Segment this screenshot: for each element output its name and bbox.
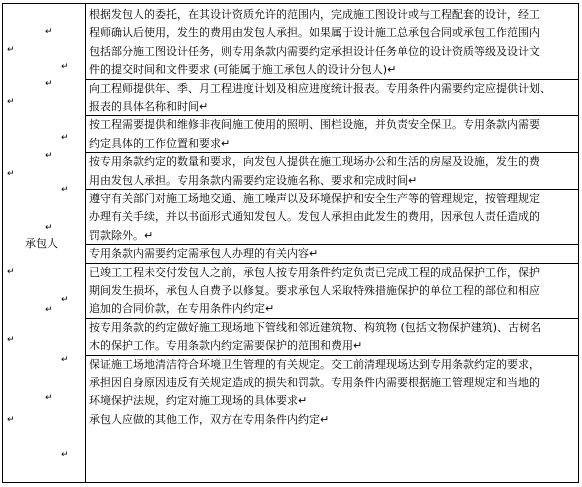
clause-line: 承包人应做的其他工作，双方在专用条件内约定↵ — [89, 412, 330, 426]
paragraph-mark: ↵ — [61, 355, 69, 365]
clause-line: 木的保护工作。专用条款内约定需要保护的范围和费用↵ — [89, 339, 363, 353]
clause-line: 期间发生损坏，承包人自费予以修复。要求承包人采取特殊措施保护的单位工程的部位和相应 — [89, 284, 540, 297]
clause-line: 报表的具体名称和时间↵ — [89, 100, 209, 113]
paragraph-mark: ↵ — [7, 169, 15, 179]
paragraph-mark: ↵ — [61, 62, 69, 72]
column-divider — [85, 4, 86, 482]
clause-line: 承担因自身原因违反有关规定造成的损失和罚款。专用条件内需要根据施工管理规定和当地的 — [89, 376, 540, 389]
paragraph-mark: ↵ — [61, 133, 69, 143]
paragraph-mark: ↵ — [7, 415, 15, 425]
paragraph-mark: ↵ — [7, 335, 15, 345]
clause-line: 罚款除外。↵ — [89, 228, 154, 242]
clause-line: 保证施工场地清洁符合环境卫生管理的有关规定。交工前清理现场达到专用条款约定的要求， — [89, 357, 540, 371]
clause-line: 按工程需要提供和维修非夜间施工使用的照明、围栏设施，并负责安全保卫。专用条款内需要 — [89, 118, 540, 132]
clause-line: 程师确认后使用，发生的费用由发包人承担。如果属于设计施工总承包合同或承包工作范围内 — [89, 26, 540, 40]
paragraph-mark: ↵ — [7, 97, 15, 107]
clause-line: 根据发包人的委托，在其设计资质允许的范围内，完成施工图设计或与工程配套的设计，经工 — [89, 8, 540, 21]
clause-line: 专用条款内需要约定需承包人办理的有关内容↵ — [89, 247, 319, 261]
clause-line: 按专用条款的约定做好施工现场地下管线和邻近建筑物、构筑物 (包括文物保护建筑)、古树名 — [89, 320, 542, 334]
clause-line: 追加的合同价款，在专用条件内约定↵ — [89, 302, 275, 316]
clause-line: 包括部分施工图设计任务，则专用条款内需要约定承担设计任务单位的设计资质等级及设计文 — [89, 44, 540, 58]
paragraph-mark: ↵ — [61, 295, 69, 305]
clause-line: 环境保护法规，约定对施工现场的具体要求↵ — [89, 394, 308, 408]
clause-line: 用由发包人承担。专用条款内需要约定设施名称、要求和完成时间↵ — [89, 173, 418, 187]
paragraph-mark: ↵ — [45, 305, 53, 315]
clause-line: 约定具体的工作位置和要求↵ — [89, 136, 231, 150]
contractor-label: 承包人 — [25, 237, 58, 250]
clause-line: 按专用条款约定的数量和要求，向发包人提供在施工现场办公和生活的房屋及设施，发生的费 — [89, 155, 540, 169]
paragraph-mark: ↵ — [45, 393, 53, 403]
requirements-table — [2, 3, 579, 483]
clause-line: 已竣工工程未交付发包人之前，承包人按专用条件约定负责已完成工程的成品保护工作，保护 — [89, 265, 540, 279]
paragraph-mark: ↵ — [45, 223, 53, 233]
clause-line: 遵守有关部门对施工场地交通、施工噪声以及环境保护和安全生产等的管理规定，按管理规定 — [89, 192, 540, 205]
paragraph-mark: ↵ — [45, 79, 53, 89]
clause-line: 办理有关手续，并以书面形式通知发包人。发包人承担由此发生的费用，因承包人责任造成的 — [89, 210, 540, 224]
paragraph-mark: ↵ — [61, 450, 69, 460]
clause-line: 件的提交时间和文件要求 (可能属于施工承包人的设计分包人)↵ — [89, 63, 397, 77]
paragraph-mark: ↵ — [7, 45, 15, 55]
paragraph-mark: ↵ — [61, 185, 69, 195]
paragraph-mark: ↵ — [7, 267, 15, 277]
paragraph-mark: ↵ — [45, 27, 53, 37]
clause-line: 向工程师提供年、季、月工程进度计划及相应进度统计报表。专用条件内需要约定应提供计划、 — [89, 81, 551, 95]
paragraph-mark: ↵ — [45, 151, 53, 161]
